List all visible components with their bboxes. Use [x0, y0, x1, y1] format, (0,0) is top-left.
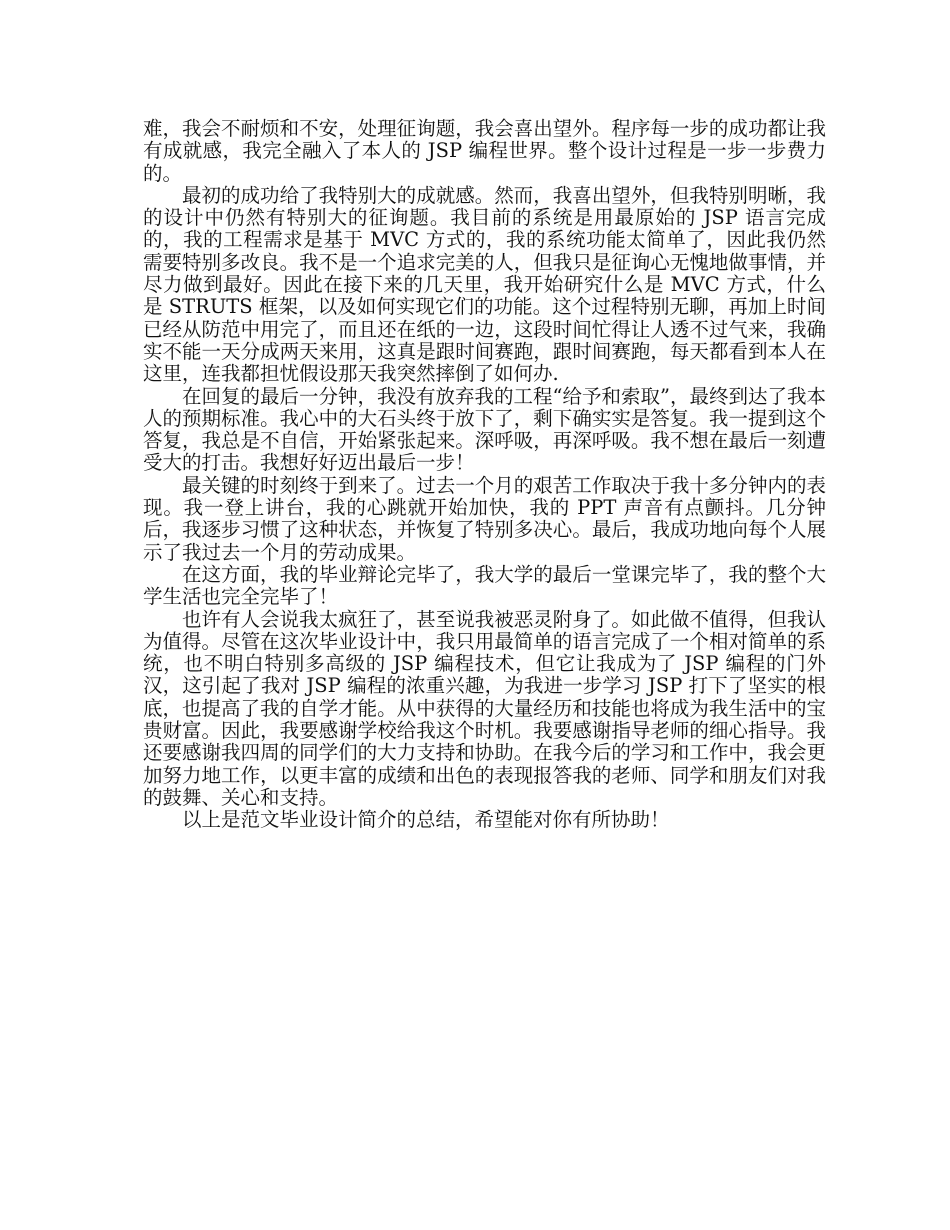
document-body	[143, 118, 826, 832]
paragraph-first-success: 最初的成功给了我特别大的成就感。然而，我喜出望外，但我特别明晰，我的设计中仍然有特别大的征询题。我目前的系统是用最原始的 JSP 语言完成的，我的工程需求是基于 MVC 方式的，我的系统功能太简单了，因此我仍然需要特别多改良。我不是一个追求完美的人，但我只是征询心无愧地做事情，并尽力做到最好。因此在接下来的几天里，我开始研究什么是 MVC 方式，什么是 STRUTS 框架，以及如何实现它们的功能。这个过程特别无聊，再加上时间已经从防范中用完了，而且还在纸的一边，这段时间忙得让人透不过气来，我确实不能一天分成两天来用，这真是跟时间赛跑，跟时间赛跑，每天都看到本人在这里，连我都担忧假设那天我突然摔倒了如何办.	[143, 183, 826, 386]
paragraph-key-moment: 最关键的时刻终于到来了。过去一个月的艰苦工作取决于我十多分钟内的表现。我一登上讲台，我的心跳就开始加快，我的 PPT 声音有点颤抖。几分钟后，我逐步习惯了这种状态，并恢复了特别多决心。最后，我成功地向每个人展示了我过去一个月的劳动成果。	[143, 473, 826, 564]
paragraph-summary: 以上是范文毕业设计简介的总结，希望能对你有所协助！	[182, 808, 670, 832]
paragraph-continued: 难，我会不耐烦和不安，处理征询题，我会喜出望外。程序每一步的成功都让我有成就感，我完全融入了本人的 JSP 编程世界。整个设计过程是一步一步费力的。	[143, 117, 826, 185]
paragraph-final-minute: 在回复的最后一分钟，我没有放弃我的工程“给予和索取”，最终到达了我本人的预期标准。我心中的大石头终于放下了，剩下确实实是答复。我一提到这个答复，我总是不自信，开始紧张起来。深呼吸，再深呼吸。我不想在最后一刻遭受大的打击。我想好好迈出最后一步！	[143, 384, 826, 475]
paragraph-reflection: 也许有人会说我太疯狂了，甚至说我被恶灵附身了。如此做不值得，但我认为值得。尽管在这次毕业设计中，我只用最简单的语言完成了一个相对简单的系统，也不明白特别多高级的 JSP 编程技术，但它让我成为了 JSP 编程的门外汉，这引起了我对 JSP 编程的浓重兴趣，为我进一步学习 JSP 打下了坚实的根底，也提高了我的自学才能。从中获得的大量经历和技能也将成为我生活中的宝贵财富。因此，我要感谢学校给我这个时机。我要感谢指导老师的细心指导。我还要感谢我四周的同学们的大力支持和协助。在我今后的学习和工作中，我会更加努力地工作，以更丰富的成绩和出色的表现报答我的老师、同学和朋友们对我的鼓舞、关心和支持。	[143, 607, 826, 809]
paragraph-graduation-end: 在这方面，我的毕业辩论完毕了，我大学的最后一堂课完毕了，我的整个大学生活也完全完毕了！	[143, 562, 826, 609]
